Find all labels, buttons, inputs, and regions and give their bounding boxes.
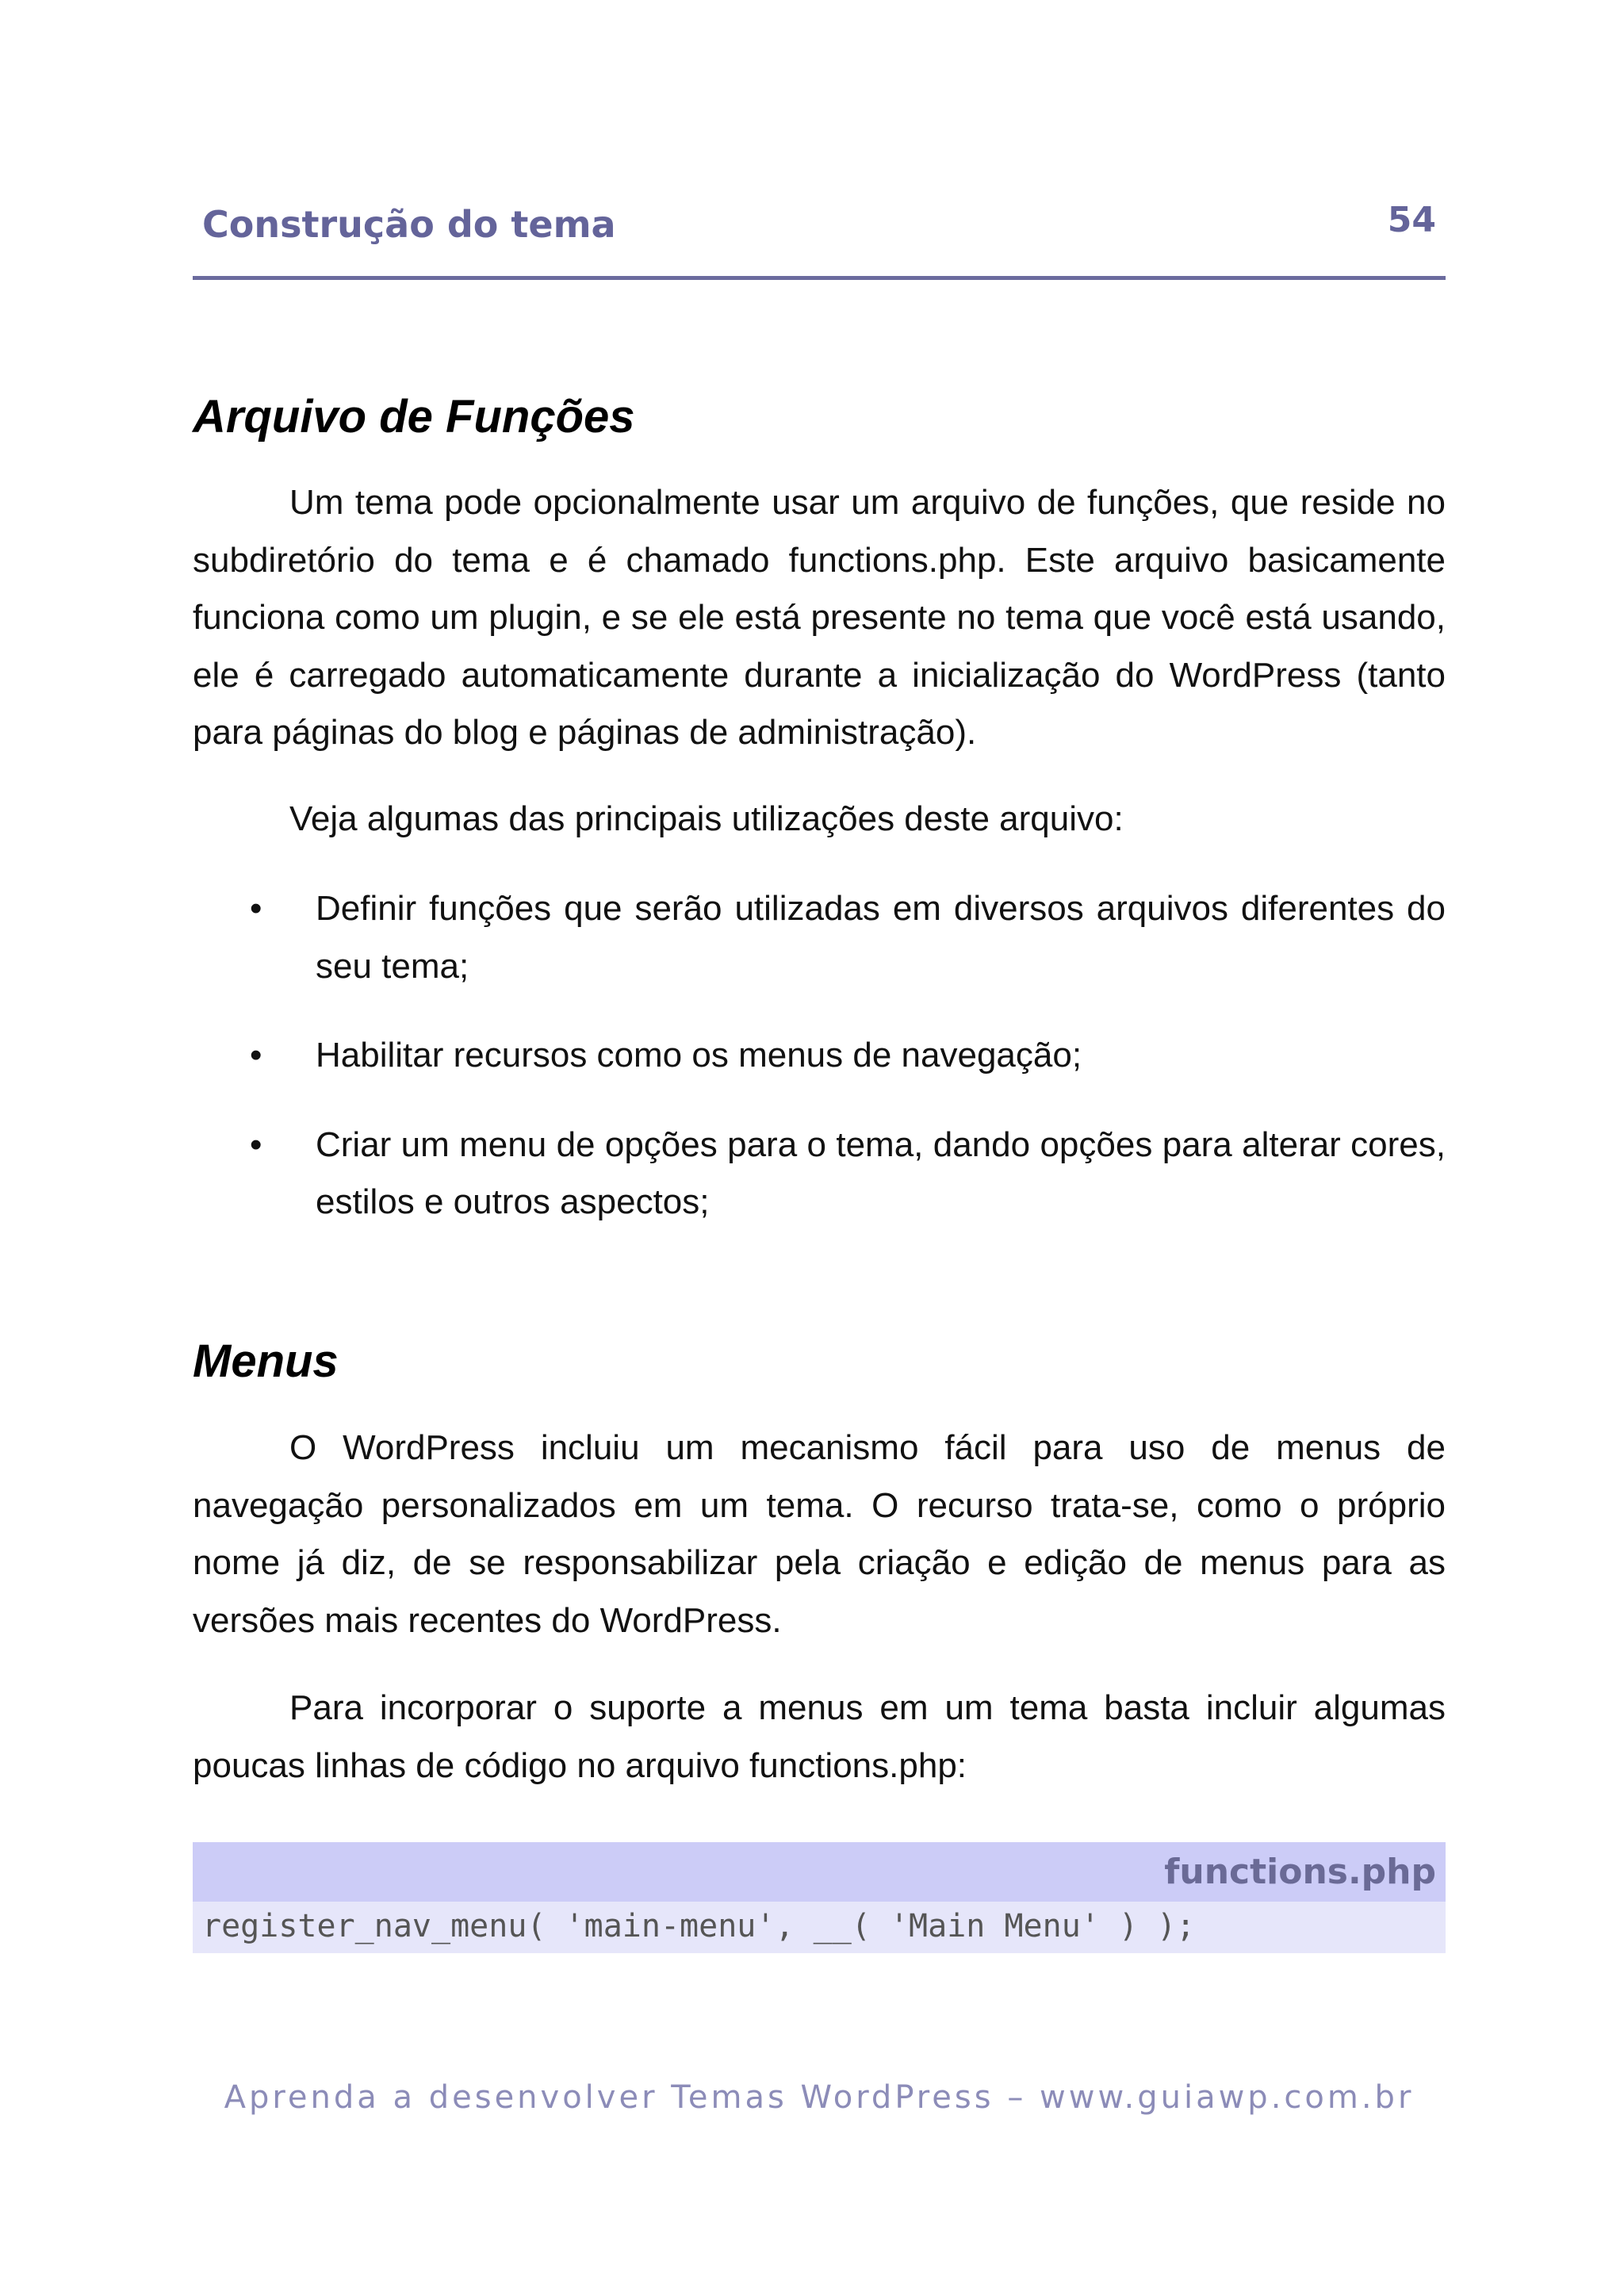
paragraph: Para incorporar o suporte a menus em um tema basta incluir algumas poucas linhas de código no arquivo functions.php:	[193, 1688, 1446, 1785]
list-item	[193, 1117, 1446, 1232]
bullet-icon: •	[250, 889, 262, 928]
list-item-text: Criar um menu de opções para o tema, dando opções para alterar cores, estilos e outros aspectos;	[316, 1124, 1446, 1221]
section-title-menus: Menus	[193, 1335, 339, 1387]
code-block-header	[193, 1842, 1446, 1902]
bullet-icon: •	[250, 1036, 262, 1075]
bullet-list	[193, 880, 1446, 1263]
list-item-text: Habilitar recursos como os menus de navegação;	[316, 1036, 1082, 1075]
code-block	[193, 1842, 1446, 1953]
chapter-title: Construção do tema	[202, 203, 616, 246]
page-number: 54	[1387, 200, 1436, 240]
paragraph: O WordPress incluiu um mecanismo fácil para uso de menus de navegação personalizados em um tema. O recurso trata-se, como o próprio nome já diz, de se responsabilizar pela criação e edição de menus para as versões mais recentes do WordPress.	[193, 1428, 1446, 1640]
bullet-icon: •	[250, 1124, 262, 1164]
page-header	[193, 197, 1446, 280]
paragraph: Um tema pode opcionalmente usar um arquivo de funções, que reside no subdiretório do tema e é chamado functions.php. Este arquivo basicamente funciona como um plugin, e se ele está presente no tema que você está usando, ele é carregado automaticamente durante a inicialização do WordPress (tanto para páginas do blog e páginas de administração).	[193, 483, 1446, 752]
page-footer: Aprenda a desenvolver Temas WordPress – www.guiawp.com.br	[224, 2079, 1415, 2116]
code-filename: functions.php	[1164, 1852, 1436, 1892]
list-item-text: Definir funções que serão utilizadas em diversos arquivos diferentes do seu tema;	[316, 889, 1446, 986]
code-line: register_nav_menu( 'main-menu', __( 'Main Menu' ) );	[202, 1908, 1196, 1944]
document-page	[193, 0, 1446, 2291]
paragraph: Veja algumas das principais utilizações deste arquivo:	[289, 799, 1124, 838]
list-item	[193, 1027, 1446, 1085]
list-item	[193, 880, 1446, 995]
section-title-arquivo-de-funcoes: Arquivo de Funções	[193, 391, 635, 442]
